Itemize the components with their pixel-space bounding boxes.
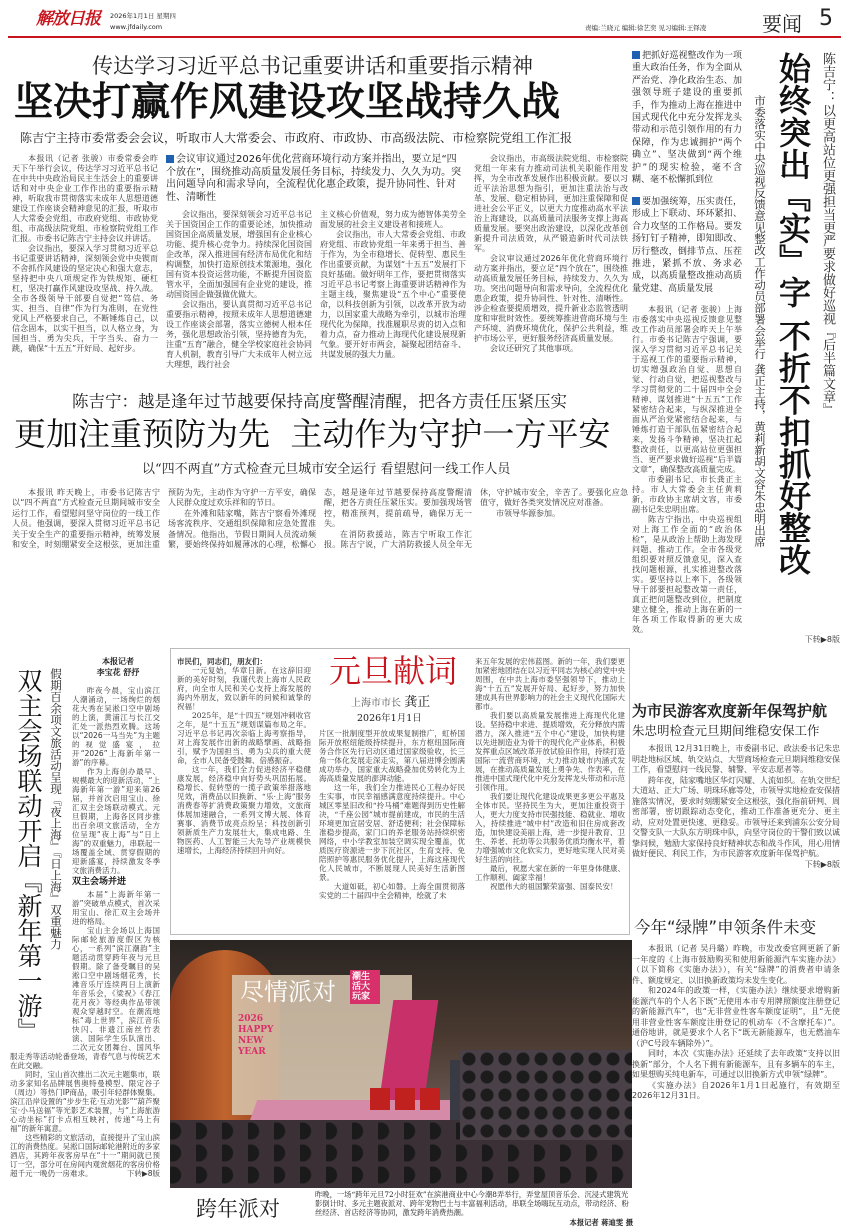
section-name: 要闻 — [762, 12, 802, 36]
issue-date: 2026年1月1日 星期四 — [110, 12, 176, 20]
address-col2: 片区一批制度型开放成果复制推广，虹桥国际开放枢纽能级持续提升，东方枢纽国际商务合作区先行启动区通过国家级验收，长三角一体化发展走深走实，第八届进博会圆满成功举办，国家重大战略叠加优势转化为上海高质量发展的澎湃动能。 这一年，我们全力推进民心工程办好民生实事，市民幸福感满意度持续提升。中心城区零星旧改和“拎马桶”难题得到历史性解决，“千座公园”城市提前建成，市民的生活环境更加宜居安居、舒适便利；社会保障标准稳步提高，家门口的养老服务站持续织密网络，中小学教室加装空调实现全覆盖，优质医疗资源进一步下沉社区，生育支持、免陪照护等惠民服务优化提升，上海这座现代化人民城市，不断展现人民美好生活新图景。 大道如砥，初心如磐。上海全面贯彻落实党的二十届四中全会精神，绘就了未 — [319, 729, 465, 900]
drums — [370, 1088, 440, 1110]
bullet-square-icon — [632, 197, 640, 205]
story1-lead: 会议审议通过2026年优化营商环境行动方案并指出，要立足“四个放在”，围绕推动高质量发展任务目标，持续发力、久久为功。突出问题导向和需求导向，全流程优化惠企政策，提升协同性、针对性、清晰性 — [166, 154, 462, 203]
headline-spacer — [10, 686, 72, 1045]
new-year-address-box — [170, 648, 630, 935]
story2-headline: 更加注重预防为先 主动作为守护一方平安 — [14, 415, 611, 453]
right-lead-1: 把抓好巡视整改作为一项重大政治任务，作为全面从严治党、净化政治生态、加强领导班子建设的重要抓手，作为推动上海在推进中国式现代化中充分发挥龙头带动和示范引领作用的有力保障，作为忠诚拥护“两个确立”、坚决做到“两个维护”的现实检验，毫不含糊、毫不松懈抓到位 — [632, 51, 742, 186]
story1-headline: 坚决打赢作风建设攻坚战持久战 — [14, 80, 561, 125]
tourism-headline: 双主会场联动开启『新年第一游』 — [14, 668, 43, 1043]
editors-line: 责编:兰晓元 编辑:徐艺奕 见习编辑:王铎凌 — [585, 24, 707, 32]
right-body: 本报讯（记者 张骏）上海市委落实中央巡视反馈意见整改工作动员部署会昨天上午举行。市委书记陈吉宁强调，要深入学习贯彻习近平总书记关于巡视工作的重要指示精神，切实增强政治自觉、思想自觉、行动自觉，把巡视整改与学习贯彻党的二十届四中全会精神、谋划推进“十五五”工作紧密结合起来，与纵深推进全面从严治党紧密结合起来，与锤炼打造干部队伍紧密结合起来，发扬斗争精神，坚决扛起整改责任，以更高站位更强担当、更严要求做好巡视“后半篇文章”，确保整改高质量完成。 市委副书记、市长龚正主持。市人大常委会主任黄莉新，市政协主席胡文容，市委副书记朱忠明出席。 陈吉宁指出，中央巡视组对上海工作全面的“政治体检”，是从政治上帮助上海发现问题、推动工作。全市各级党组织要对照反馈意见，深入查找问题根源，扎实推进整改落实。要坚持以上率下，各级领导干部要担起整改第一责任，真正把问题整改到位，把制度建立健全，推动上海在新的一年各项工作取得新的更大成效。 下转▶8版 — [632, 305, 840, 644]
story2-kicker: 陈吉宁：越是逢年过节越要保持高度警醒清醒，把各方责任压紧压实 — [72, 392, 567, 411]
photo-credit: 本报记者 蒋迪雯 摄 — [569, 1217, 633, 1227]
tourism-subhead: 假期百余项文旅活动呈现『夜上海』『日上海』双重魅力 — [49, 668, 63, 950]
address-author: 上海市市长 龚正 — [351, 695, 431, 710]
page-number: 5 — [819, 6, 833, 31]
story1-subhead: 陈吉宁主持市委常委会会议，听取市人大常委会、市政府、市政协、市高级法院、市检察院党组工作汇报 — [20, 131, 573, 145]
address-title: 元旦献词 — [329, 652, 458, 690]
story2-subhead: 以“四不两直”方式检查元旦城市安全运行 看望慰问一线工作人员 — [142, 462, 511, 477]
security-headline: 为市民游客欢度新年保驾护航 — [632, 702, 828, 720]
right-vertical-headline: 始终突出『实』字 不折不扣抓好整改 — [774, 52, 812, 576]
photo-caption: 昨晚，一场“跨年元旦72小时狂欢”在滨港商业中心今潮8弄举行，弄堂屋顶音乐会、沉浸式建筑光影倒计时、多元主题夜派对、跨年宠物巴士与丰富福利活动，串联全场嗨玩互动点，带动经济、粉丝经济、首店经济等协同，激发跨年消费热潮。 本报记者 蒋迪雯 摄 — [315, 1190, 633, 1227]
tourism-section-heading: 双主会场并进 — [72, 877, 127, 887]
jump-link[interactable]: 下转▶8版 — [804, 635, 840, 644]
security-subhead: 朱忠明检查元旦期间维稳安保工作 — [632, 723, 820, 738]
gate-sign-2: 潮生活大玩家 — [350, 970, 380, 1004]
right-lead-2: 要加强统筹，压实责任，形成上下联动、环环紧扣、合力攻坚的工作格局。要发扬钉钉子精神，即知即改、厉行整改，倒排节点、压茬推进，紧抓不放、务求必成，以高质量整改推动高质量党建、高质量发展 — [632, 197, 742, 294]
bullet-square-icon — [166, 155, 174, 163]
story1-col1: 本报讯（记者 张骏）市委常委会昨天下午举行会议，传达学习习近平总书记在中共中央政治局民主生活会上的重要讲话和对中央企业工作作出的重要指示精神，听取我市贯彻落实未成年人思想道德建设工作座谈会精神意见的汇报，听取市人大常委会党组、市政府党组、市政协党组、市高级法院党组、市检察院党组工作汇报。市委书记陈吉宁主持会议并讲话。 会议指出，要深入学习贯彻习近平总书记重要讲话精神，深刻领会党中央锲而不舍抓作风建设的坚定决心和强大意志，坚持把中央八项规定作为铁规矩、硬杠杠，坚决打赢作风建设攻坚战、持久战。全市各级领导干部要自觉把“笃信、务实、担当、自律”作为行为准则，在党性党风上严格要求自己，不断锤炼自己，以信念固本，以实干担当，以人格立身，为国担当、勇为尖兵，干字当头、奋力一跳，确保“十五五”开好局、起好步。 — [12, 154, 158, 353]
greencard-body: 本报讯（记者 吴丹璐）昨晚，市发改委官网更新了新一年度的《上海市鼓励购买和使用新能源汽车实施办法》（以下简称《实施办法》），有关“绿牌”的消费者申请条件、额度规定、以旧换新政策均未发生变化。 和2024年的政策一样，《实施办法》继续要求增购新能源汽车的个人名下既“无使用本市专用牌照额度注册登记的新能源汽车”，也“无非营业性客车额度证明”，且“无使用非营业性客车额度注册登记的机动车（不含摩托车）”。通俗地讲，就是要求个人名下“既无新能源车，也无燃油车（沪C号段车辆除外）”。 同时，本次《实施办法》还延续了去年政策“支持以旧换新”部分，个人名下拥有新能源车，且有多辆车的车主，如果想购买纯电新车，可通过以旧换新方式申领“绿牌”。 《实施办法》自2026年1月1日起施行，有效期至2026年12月31日。 — [632, 944, 840, 1100]
photo-title: 跨年派对 — [196, 1197, 280, 1221]
greencard-headline: 今年“绿牌”申领条件未变 — [634, 918, 817, 937]
story1-kicker: 传达学习习近平总书记重要讲话和重要指示精神 — [92, 54, 533, 78]
address-col3: 来五年发展的宏伟蓝图。新的一年，我们要更加紧密地团结在以习近平同志为核心的党中央周围，在中共上海市委坚强领导下，推动上海“十五五”发展开好局、起好步，努力加快建成具有世界影响力的社会主义现代化国际大都市。 我们要以高质量发展推进上海现代化建设。坚持稳中求进、提质增效，充分释放内需潜力，深入推进“五个中心”建设，加快构建以先进制造业为骨干的现代化产业体系，积极发挥重点区域改革开放试验田作用，持续打造国际一流营商环境，大力推动城市内涵式发展，在推动高质量发展上勇争先、作表率，在推进中国式现代化中充分发挥龙头带动和示范引领作用。 我们要让现代化建设成果更多更公平惠及全体市民。坚持民生为大，更加注重投资于人，更大力度支持市民强技能、稳就业、增收入，持续推进“城中村”改造和旧住房成套改造，加快建设美丽上海，进一步提升教育、卫生、养老、托幼等公共服务优质均衡水平，着力增强城市文化软实力，更好地实现人民对美好生活的向往。 最后，祝愿大家在新的一年里身体健康、工作顺利、阖家幸福！ 祝愿伟大的祖国繁荣富强、国泰民安！ — [475, 657, 625, 891]
header-rule — [8, 36, 841, 38]
website-url: www.jfdaily.com — [110, 23, 163, 31]
masthead — [0, 0, 841, 42]
newspaper-logo: 解放日报 — [36, 9, 100, 29]
jump-link[interactable]: 下转▶8版 — [804, 859, 840, 869]
story1-col2-col3: 会议指出，要深刻领会习近平总书记关于国资国企工作的重要论述，加快推动国资国企高质量发展，增强国有企业核心功能、提升核心竞争力。持续深化国资国企改革，深入推进国有经济布局优化和结构调整，加快打造原创技术策源地，强化国有资本投资运营功能，不断提升国资监管水平，全面加强国有企业党的建设，推动国资国企做强做优做大。 会议指出，要认真贯彻习近平总书记重要指示精神，按照未成年人思想道德建设工作座谈会部署，落实立德树人根本任务，强化思想政治引领，坚持德育为先，注重“五育”融合，健全学校家庭社会协同育人机制，教育引导广大未成年人树立远大理想，践行社会 主义核心价值观，努力成为德智体美劳全面发展的社会主义建设者和接班人。 会议指出，市人大常委会党组、市政府党组、市政协党组一年来勇于担当、善于作为，为全市稳增长、促转型、惠民生作出重要贡献，为谋划“十五五”发展打下良好基础。做好明年工作，要把贯彻落实习近平总书记考察上海重要讲话精神作为主题主线，聚焦建设“五个中心”重要使命，以科技创新为引领，以改革开放为动力，以国家重大战略为牵引，以城市治理现代化为保障，找准履职尽责的切入点和着力点，奋力推动上海现代化建设展现新气象。要开好市两会，凝聚起团结奋斗、共谋发展的强大力量。 — [166, 210, 466, 369]
bullet-square-icon — [632, 51, 640, 59]
crowd-right — [460, 1050, 632, 1140]
right-vertical-kicker: 陈吉宁：以更高站位更强担当更严要求做好巡视『后半篇文章』 — [820, 52, 835, 416]
tourism-byline: 本报记者 李宝花 舒抒 — [96, 657, 140, 677]
happy-new-year-banner: 2026 HAPPY NEW YEAR — [238, 1014, 274, 1057]
right-vertical-subhead: 市委落实中央巡视反馈意见整改工作动员部署会举行 龚正主持，黄莉新胡文容朱忠明出席 — [753, 95, 767, 548]
party-photo — [170, 940, 632, 1188]
security-body: 本报讯 12月31日晚上，市委副书记、政法委书记朱忠明赴地标区域、轨交站点、大型商场检查元旦期间维稳安保工作，看望慰问一线民警、辅警、平安志愿者等。 跨年夜，陆家嘴地区华灯闪耀、人流如织。在轨交世纪大道站、正大广场、明珠环廊等处，市领导实地检查安保措施落实情况，要求时刻绷紧安全这根弦，强化指前研判、周密部署，密切跟踪动态变化，推动工作准备更充分、更主动，应对处置更快速、更稳妥。市领导还来到浦东公安分局交警支队一大队东方明珠中队，向坚守岗位的干警们致以诚挚问候，勉励大家保持良好精神状态和战斗作风，用心用情做好便民、利民工作，为市民游客欢度新年保驾护航。 下转▶8版 — [632, 744, 840, 869]
address-date: 2026年1月1日 — [357, 713, 422, 724]
story1-col4: 会议指出，市高级法院党组、市检察院党组一年来有力推动司法机关职能作用发挥，为全市改革发展作出积极贡献。要以习近平法治思想为指引，更加注重法治与改革、发展、稳定相协同，更加注重保障和促进社会公平正义，以更大力度推动高水平法治上海建设，以高质量司法服务支撑上海高质量发展。要突出政治建设，以深化改革创新提升司法质效，从严锻造新时代司法铁军。 会议审议通过2026年优化营商环境行动方案并指出，要立足“四个放在”，围绕推动高质量发展任务目标，持续发力、久久为功。突出问题导向和需求导向，全流程优化惠企政策，提升协同性、针对性、清晰性。涉企检查要提质增效，提升新业态监管透明度和审批时效性。要统筹推进营商环境与生产环境、消费环境优化，保护公共利益，维护市场公平，更好服务经济高质量发展。 会议还研究了其他事项。 — [474, 154, 628, 353]
jump-link[interactable]: 下转▶8版 — [126, 1169, 160, 1178]
address-col1: 市民们，同志们，朋友们： 一元复始，华章日新。在这辞旧迎新的美好时刻，我谨代表上海市人民政府，向全市人民和关心支持上海发展的海内外朋友，致以新年的问候和诚挚的祝福！ 2025年，是“十四五”规划冲刺收官之年，是“十五五”规划谋篇布局之年。习近平总书记再次亲临上海考察指导，对上海发展作出新的战略擘画、战略指引，赋予为国担当、勇为尖兵的重大使命，全市人民备受鼓舞、倍感振奋。 这一年，我们全力促进经济平稳健康发展，经济稳中向好势头巩固拓展。稳增长、促转型的一揽子政策举措落地见效，消费品以旧换新、“乐·上海”服务消费春等扩消费政策聚力增效，文旅商体展加速融合，一系列文博大展、体育赛事、消费节成亮点纷呈；科技创新引领新质生产力发展壮大，集成电路、生物医药、人工智能三大先导产业规模快速增长，上海经济持续回升向好。 — [177, 657, 311, 855]
tourism-body: 昨夜今晨，宝山滨江人潮涌动，一场绚烂的烟花大秀在吴淞口空中剧场的上演，黄浦江与长江交汇处一派热烈欢腾。这场以“2026一马当先”为主题的视觉盛宴，拉开“2026”上海新年第一游”的序幕。 作为上海创办最早、规模最大的迎新活动，“上海新年第一游”迎来第26届，并首次启用宝山、徐汇双主会场联动模式。元旦假期，上海各区同步推出百余项文旅活动，全方位呈现“夜上海”与“日上海”的双重魅力，串联起一场覆盖全域、贯穿假期的迎新盛宴，持续激发冬季文旅消费活力。 双主会场并进 本届“上海新年第一游”突破单点模式，首次采用宝山、徐汇双主会场并进的格局。 宝山主会场以上海国际邮轮旅游度假区为核心，一系列“滨江潮韵”主题活动贯穿跨年夜与元旦假期。除了备受瞩目的吴淞口空中剧场烟花秀，长滩音乐厅连续两日上演新年音乐会，《梁祝》《春江花月夜》等经典作品带领观众穿越时空。在潮流地标“毒上世界”，滨江音乐快闪、非遗江南丝竹表演、国际学生乐队演出、二次元女团舞台、国风华服走秀等活动轮番登场，青春气息与传统艺术在此交融。 同时，宝山首次推出二次元主题集市，联动多家知名品牌展售奥特曼模型、限定谷子（周边）等热门IP商品，吸引年轻群体聚集。滨江沿岸设置的“步步生花·互动光影”“葫芦聚宝·小马送福”等光影艺术装置，与“上海旅游心动坐标”打卡点相互映衬，传递“马上有福”的新年寓意。 这些精彩的文旅活动，直接提升了宝山滨江的消费热度。吴淞口国际邮轮港附近的多家酒店，其跨年夜客房早在“十一”期间就已预订一空，部分可在房间内观赏烟花的客房价格超千元一晚仍一房难求。 下转▶8版 — [10, 686, 160, 1178]
gate-sign: 尽情派对 — [240, 978, 336, 1006]
story2-body: 本报讯 昨天晚上，市委书记陈吉宁以“四不两直”方式检查元旦期间城市安全运行工作，看望慰问坚守岗位的一线工作人员。他强调，要深入贯彻习近平总书记关于安全生产的重要指示精神，统筹发展和安全，时刻绷紧安全这根弦，更加注重预防为先，主动作为守护一方平安，确保人民群众度过欢乐祥和的节日。 在外滩和陆家嘴，陈吉宁察看外滩现场客流秩序、交通组织保障和应急处置准备情况。他指出，节假日期间人员流动频繁，要始终保持如履薄冰的心理，松懈心态，越是逢年过节越要保持高度警醒清醒，把各方责任压紧压实。要加强现场管控，精准预判，提前疏导，确保万无一失。 在消防救援站，陈吉宁听取工作汇报。陈吉宁说，广大消防救援人员全年无休，守护城市安全，辛苦了。要强化应急值守，做好各类突发情况应对准备。 市领导华源参加。 — [12, 488, 628, 550]
